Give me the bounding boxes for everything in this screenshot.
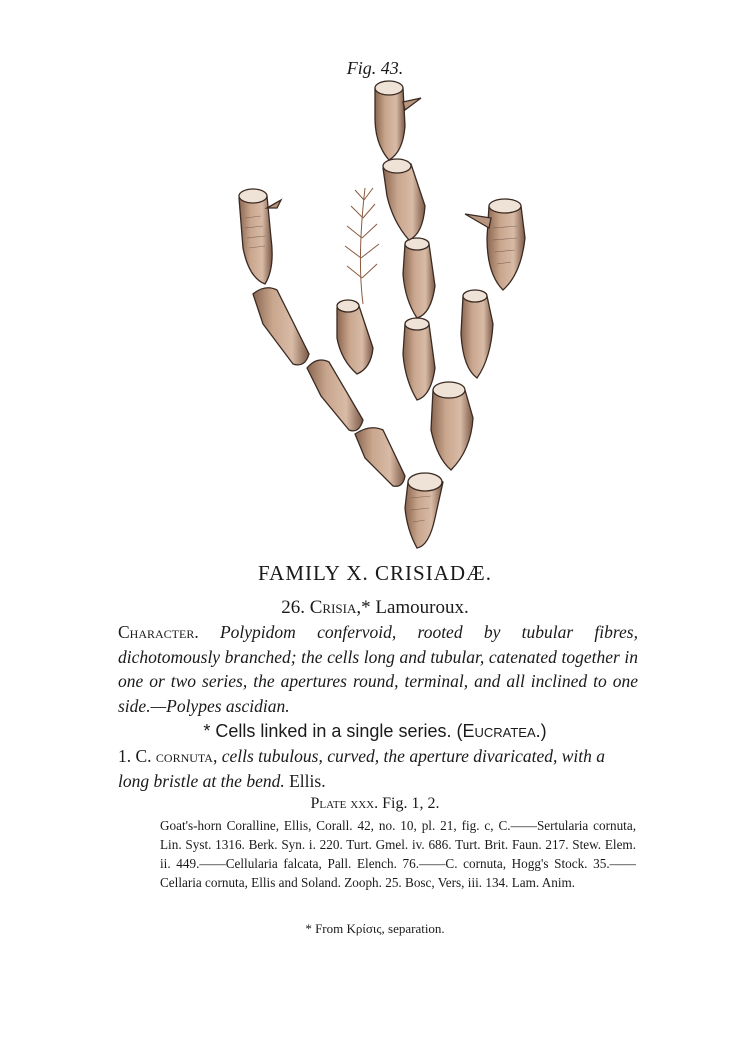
species-description: cells tubulous, curved, the aperture divaricated, with a long bristle at the bend. — [118, 746, 606, 791]
plate-figs: Fig. 1, 2. — [382, 795, 440, 812]
character-paragraph — [118, 620, 638, 718]
species-number: 1. — [118, 746, 132, 766]
cell-center-3 — [383, 162, 425, 240]
genus-name: Crisia,* — [309, 597, 371, 618]
spine-top — [403, 98, 421, 110]
cell-left-3 — [253, 288, 309, 365]
plate-reference — [0, 795, 750, 813]
polyp-tentacles — [345, 188, 379, 304]
cell-center-2 — [403, 240, 435, 318]
synonymy-paragraph: Goat's-horn Coralline, Ellis, Corall. 42, no. 10, pl. 21, fig. c, C.——Sertularia cornuta, Lin. Syst. 1316. Berk. Syn. i. 220. Turt. Gmel. iv. 686. Turt. Brit. Faun. 217. Stew. Elem. ii. 449.——Cellularia falcata, Pall. Elench. 76.——C. cornuta, Hogg's Stock. 35.——Cellaria cornuta, Ellis and Soland. Zooph. 25. Bosc, Vers, iii. 134. Lam. Anim. — [160, 818, 636, 890]
footnote: * From Κρίσις, separation. — [305, 921, 445, 936]
cell-right-3 — [487, 201, 525, 290]
cell-center-1 — [403, 320, 435, 400]
genus-authority: Lamouroux. — [375, 597, 469, 618]
crisia-illustration — [225, 78, 545, 558]
cell-right-2 — [461, 292, 493, 378]
character-text: Polypidom confervoid, rooted by tubular fibres, dichotomously branched; the cells long and tubular, catenated together in one or two series, the apertures round, terminal, and all inclined to one side.—Polypes ascidian. — [118, 622, 638, 716]
species-name: C. cornuta, — [135, 746, 218, 766]
cell-left-4 — [239, 192, 272, 284]
cell-left-1 — [355, 428, 405, 487]
cell-mid-1 — [337, 303, 373, 374]
spine-left — [267, 200, 281, 208]
plate-label: Plate xxx. — [310, 795, 379, 812]
genus-number: 26. — [281, 597, 305, 618]
section-heading — [0, 721, 750, 742]
species-authority: Ellis. — [289, 770, 326, 791]
genus-heading — [0, 597, 750, 619]
subgenus-name: (Eucratea.) — [456, 721, 547, 741]
family-heading: FAMILY X. CRISIADÆ. — [258, 561, 492, 585]
character-label: Character. — [118, 622, 199, 642]
section-title: * Cells linked in a single series. — [203, 721, 452, 741]
species-entry — [118, 744, 638, 793]
figure-label: Fig. 43. — [346, 58, 404, 78]
spine-right — [465, 214, 491, 228]
